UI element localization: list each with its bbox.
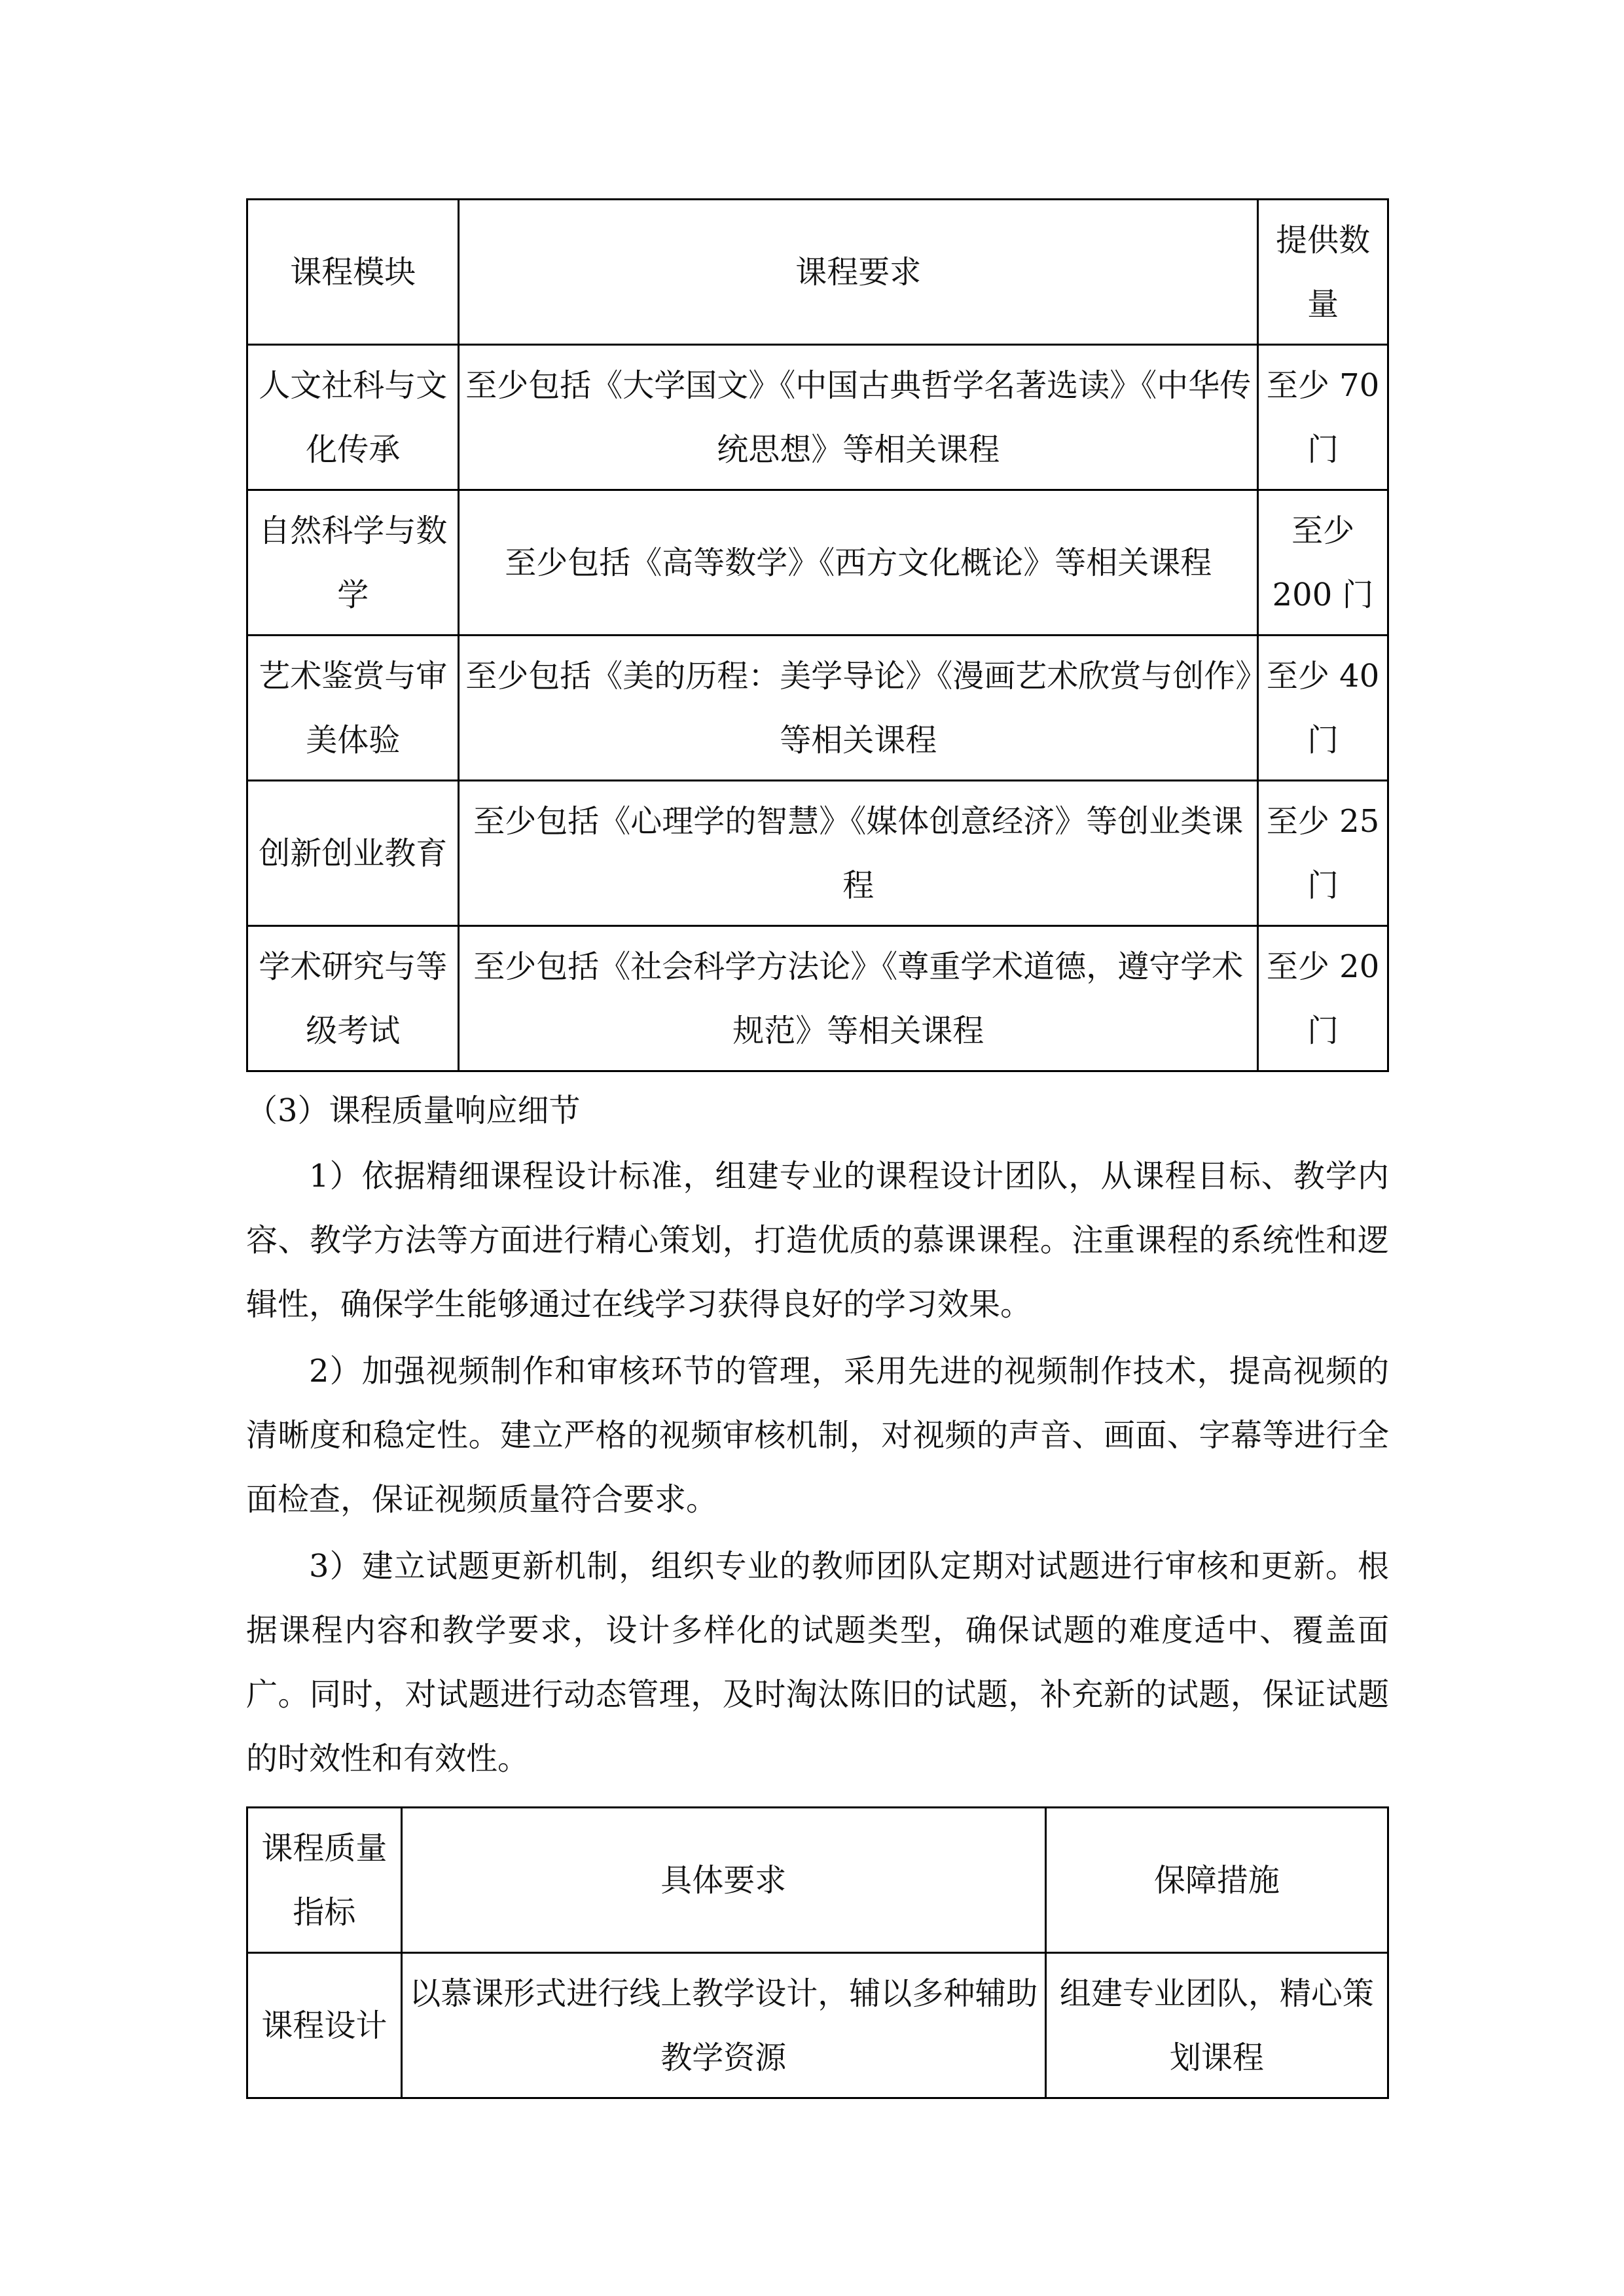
paragraph: 2）加强视频制作和审核环节的管理，采用先进的视频制作技术，提高视频的清晰度和稳定性。建立严格的视频审核机制，对视频的声音、画面、字幕等进行全面检查，保证视频质量符合要求。	[246, 1353, 1389, 1518]
table-row	[247, 926, 1388, 1071]
module-cell: 人文社科与文化传承	[247, 345, 459, 490]
quality-indicator-table	[246, 1806, 1389, 2099]
table-row	[247, 636, 1388, 781]
header-cell: 具体要求	[401, 1808, 1045, 1953]
table-header-row	[247, 200, 1388, 345]
table-row	[247, 1953, 1388, 2098]
paragraph: 3）建立试题更新机制，组织专业的教师团队定期对试题进行审核和更新。根据课程内容和教学要求，设计多样化的试题类型，确保试题的难度适中、覆盖面广。同时，对试题进行动态管理，及时淘汰陈旧的试题，补充新的试题，保证试题的时效性和有效性。	[246, 1548, 1389, 1777]
module-cell: 自然科学与数学	[247, 490, 459, 636]
table-row	[247, 345, 1388, 490]
count-cell: 至少 200 门	[1258, 490, 1388, 636]
header-cell: 保障措施	[1045, 1808, 1388, 1953]
module-cell: 艺术鉴赏与审美体验	[247, 636, 459, 781]
count-cell: 至少 40 门	[1258, 636, 1388, 781]
table-row	[247, 490, 1388, 636]
indicator-cell: 课程设计	[247, 1953, 402, 2098]
measure-cell: 组建专业团队，精心策划课程	[1045, 1953, 1388, 2098]
course-module-table	[246, 198, 1389, 1072]
module-cell: 创新创业教育	[247, 781, 459, 926]
requirement-cell: 至少包括《社会科学方法论》《尊重学术道德，遵守学术规范》等相关课程	[459, 926, 1258, 1071]
requirement-cell: 以慕课形式进行线上教学设计，辅以多种辅助教学资源	[401, 1953, 1045, 2098]
count-cell: 至少 70 门	[1258, 345, 1388, 490]
requirement-cell: 至少包括《心理学的智慧》《媒体创意经济》等创业类课程	[459, 781, 1258, 926]
requirement-cell: 至少包括《美的历程：美学导论》《漫画艺术欣赏与创作》等相关课程	[459, 636, 1258, 781]
header-cell: 课程质量指标	[247, 1808, 402, 1953]
header-cell: 课程要求	[459, 200, 1258, 345]
requirement-cell: 至少包括《大学国文》《中国古典哲学名著选读》《中华传统思想》等相关课程	[459, 345, 1258, 490]
count-cell: 至少 20 门	[1258, 926, 1388, 1071]
count-cell: 至少 25 门	[1258, 781, 1388, 926]
header-cell: 提供数量	[1258, 200, 1388, 345]
module-cell: 学术研究与等级考试	[247, 926, 459, 1071]
header-cell: 课程模块	[247, 200, 459, 345]
requirement-cell: 至少包括《高等数学》《西方文化概论》等相关课程	[459, 490, 1258, 636]
section-title: （3）课程质量响应细节	[246, 1092, 581, 1129]
table-row	[247, 781, 1388, 926]
paragraph: 1）依据精细课程设计标准，组建专业的课程设计团队，从课程目标、教学内容、教学方法等方面进行精心策划，打造优质的慕课课程。注重课程的系统性和逻辑性，确保学生能够通过在线学习获得良好的学习效果。	[246, 1158, 1389, 1323]
table-header-row	[247, 1808, 1388, 1953]
